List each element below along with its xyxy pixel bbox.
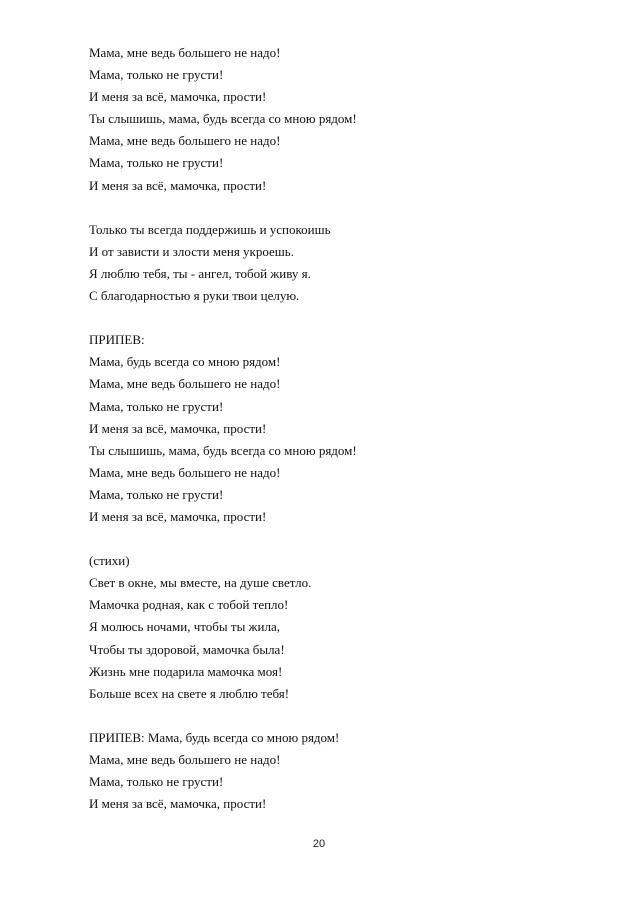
lyric-line: И меня за всё, мамочка, прости!	[89, 420, 267, 436]
lyric-line: Мамочка родная, как с тобой тепло!	[89, 597, 289, 613]
lyric-line: Мама, мне ведь большего не надо!	[89, 376, 281, 392]
lyric-line: Мама, мне ведь большего не надо!	[89, 133, 281, 149]
lyric-line: Ты слышишь, мама, будь всегда со мною рядом!	[89, 111, 357, 127]
lyric-line: Чтобы ты здоровой, мамочка была!	[89, 641, 285, 657]
lyric-line: Я молюсь ночами, чтобы ты жила,	[89, 619, 280, 635]
stanza	[89, 329, 589, 528]
lyric-line: Мама, только не грусти!	[89, 774, 224, 790]
lyric-line: Больше всех на свете я люблю тебя!	[89, 685, 290, 701]
lyric-line: Мама, только не грусти!	[89, 398, 224, 414]
lyric-line: И от зависти и злости меня укроешь.	[89, 243, 294, 259]
stanza-gap	[89, 307, 589, 329]
lyric-line: Ты слышишь, мама, будь всегда со мною рядом!	[89, 442, 357, 458]
lyric-line: Я люблю тебя, ты - ангел, тобой живу я.	[89, 265, 311, 281]
lyric-line: Мама, будь всегда со мною рядом!	[89, 354, 281, 370]
stanza	[89, 42, 589, 197]
lyric-line: И меня за всё, мамочка, прости!	[89, 508, 267, 524]
stanza-gap	[89, 705, 589, 727]
lyric-line: Мама, только не грусти!	[89, 155, 224, 171]
lyric-line: И меня за всё, мамочка, прости!	[89, 177, 267, 193]
stanza	[89, 219, 589, 307]
stanza	[89, 550, 589, 705]
lyric-line: И меня за всё, мамочка, прости!	[89, 89, 267, 105]
lyric-line: Мама, мне ведь большего не надо!	[89, 752, 281, 767]
page-number: 20	[312, 838, 326, 850]
lyric-line: И меня за всё, мамочка, прости!	[89, 796, 267, 812]
lyric-line: Мама, мне ведь большего не надо!	[89, 464, 281, 480]
lyric-line: ПРИПЕВ: Мама, будь всегда со мною рядом!	[89, 729, 340, 745]
stanza-gap	[89, 528, 589, 550]
lyric-line: С благодарностью я руки твои целую.	[89, 288, 300, 304]
lyric-line: (стихи)	[89, 553, 130, 569]
lyric-line: Только ты всегда поддержишь и успокоишь	[89, 221, 331, 237]
lyric-line: Свет в окне, мы вместе, на душе светло.	[89, 575, 312, 591]
lyric-line: ПРИПЕВ:	[89, 332, 145, 348]
lyric-line: Мама, только не грусти!	[89, 486, 224, 502]
lyric-line: Мама, мне ведь большего не надо!	[89, 45, 281, 60]
lyric-line: Жизнь мне подарила мамочка моя!	[89, 663, 283, 679]
stanza-gap	[89, 197, 589, 219]
song-lyrics	[89, 42, 589, 815]
lyric-line: Мама, только не грусти!	[89, 67, 224, 83]
stanza	[89, 727, 589, 815]
